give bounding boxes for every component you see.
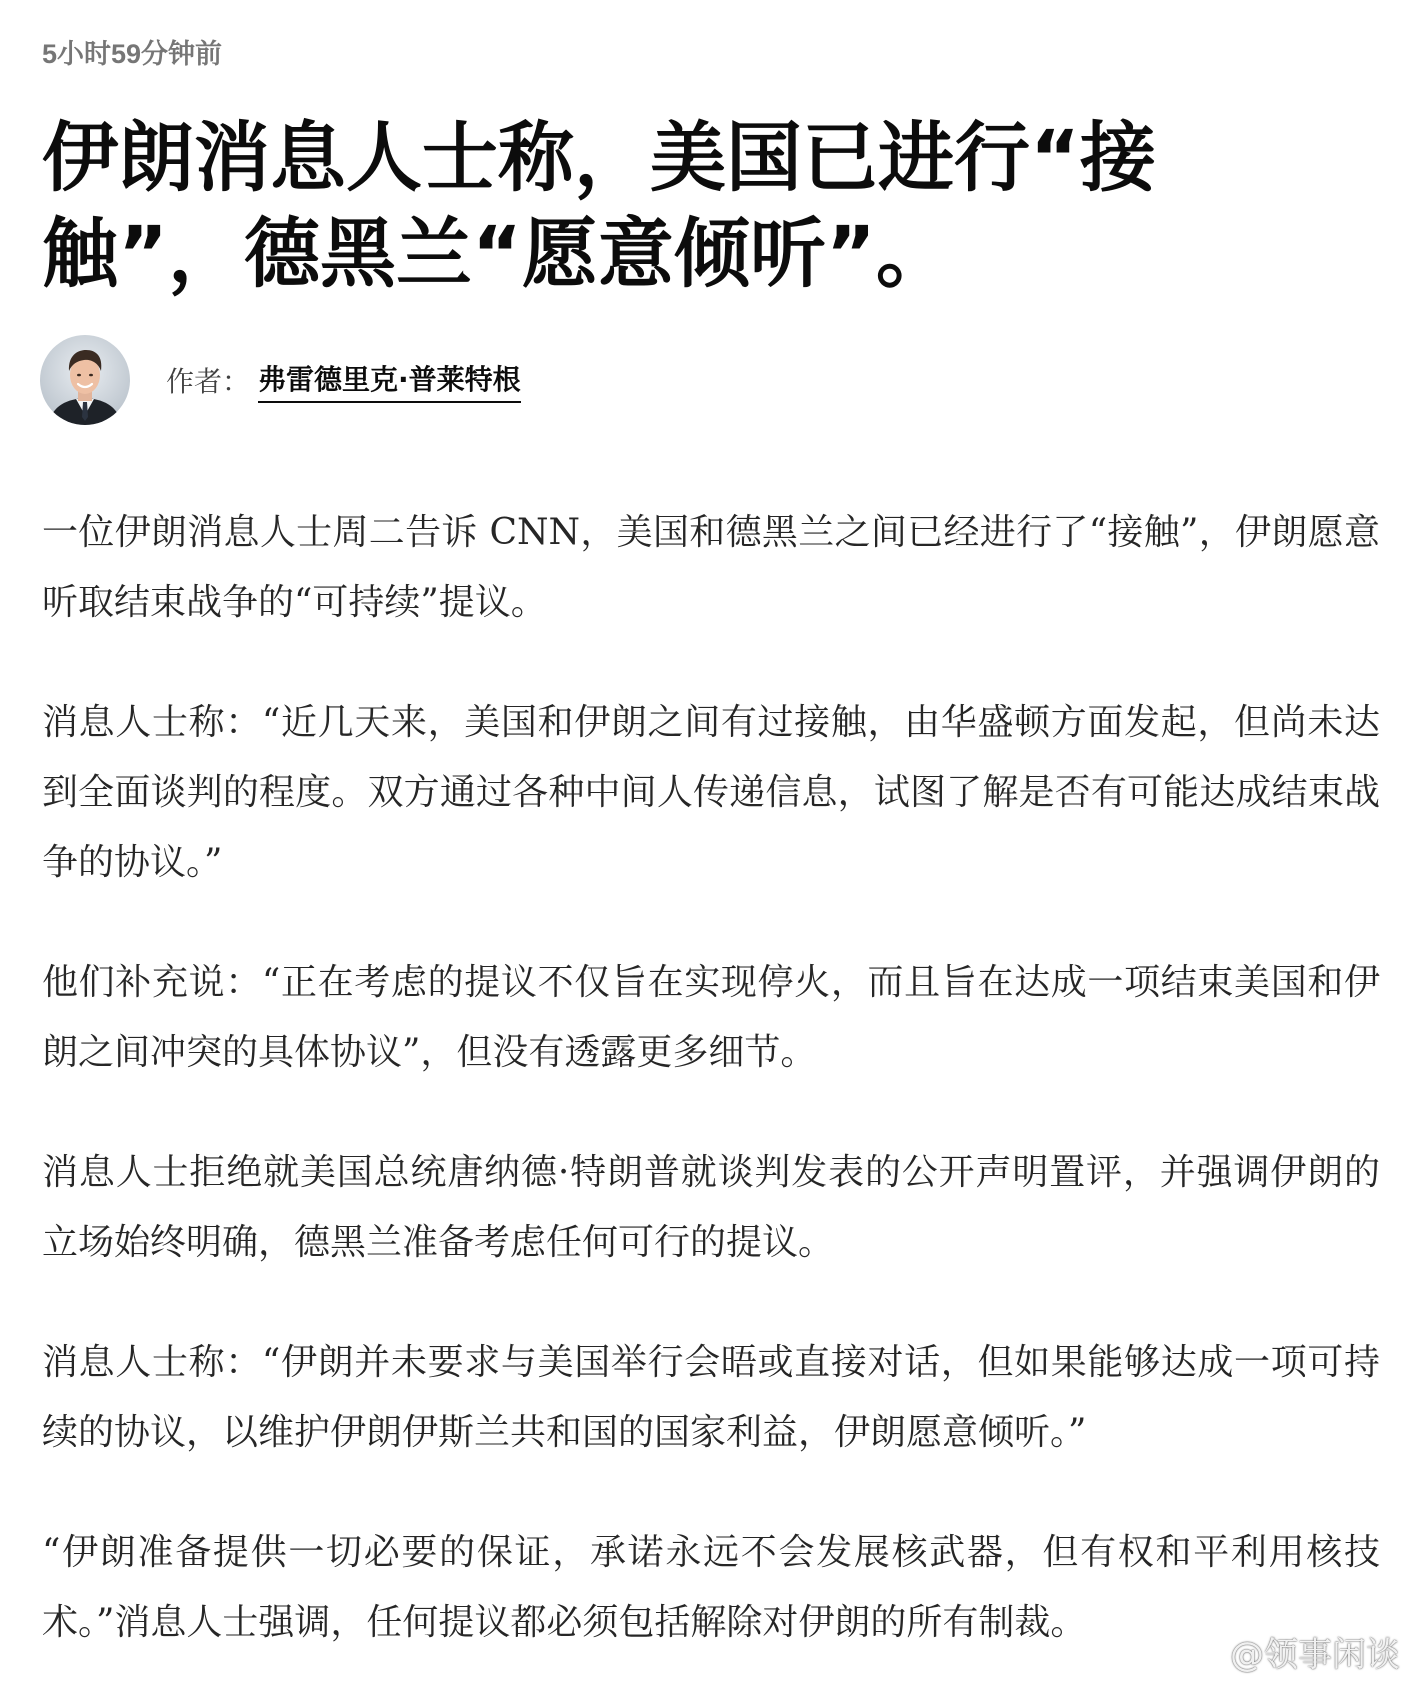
- author-name-link[interactable]: 弗雷德里克·普莱特根: [258, 358, 521, 403]
- paragraph: 消息人士拒绝就美国总统唐纳德·特朗普就谈判发表的公开声明置评，并强调伊朗的立场始终明确，德黑兰准备考虑任何可行的提议。: [42, 1152, 1380, 1263]
- byline: [40, 335, 521, 425]
- paragraph: 消息人士称：“近几天来，美国和伊朗之间有过接触，由华盛顿方面发起，但尚未达到全面谈判的程度。双方通过各种中间人传递信息，试图了解是否有可能达成结束战争的协议。”: [42, 702, 1380, 883]
- paragraph: 一位伊朗消息人士周二告诉 CNN，美国和德黑兰之间已经进行了“接触”，伊朗愿意听取结束战争的“可持续”提议。: [42, 512, 1380, 623]
- publish-timestamp: 5小时59分钟前: [42, 39, 223, 69]
- watermark-text: @领事闲谈: [1230, 1635, 1400, 1675]
- watermark: [1184, 1627, 1400, 1676]
- article-headline: 伊朗消息人士称，美国已进行“接触”，德黑兰“愿意倾听”。: [42, 113, 1156, 298]
- paragraph: 他们补充说：“正在考虑的提议不仅旨在实现停火，而且旨在达成一项结束美国和伊朗之间冲突的具体协议”，但没有透露更多细节。: [42, 962, 1380, 1073]
- paragraph: 消息人士称：“伊朗并未要求与美国举行会晤或直接对话，但如果能够达成一项可持续的协议，以维护伊朗伊斯兰共和国的国家利益，伊朗愿意倾听。”: [42, 1342, 1380, 1453]
- weibo-logo-icon: [1184, 1635, 1224, 1669]
- author-portrait-icon[interactable]: [40, 335, 130, 425]
- author-label: 作者：: [166, 365, 251, 398]
- article-body: [42, 498, 1380, 1708]
- paragraph: “伊朗准备提供一切必要的保证，承诺永远不会发展核武器，但有权和平利用核技术。”消息人士强调，任何提议都必须包括解除对伊朗的所有制裁。: [42, 1532, 1380, 1643]
